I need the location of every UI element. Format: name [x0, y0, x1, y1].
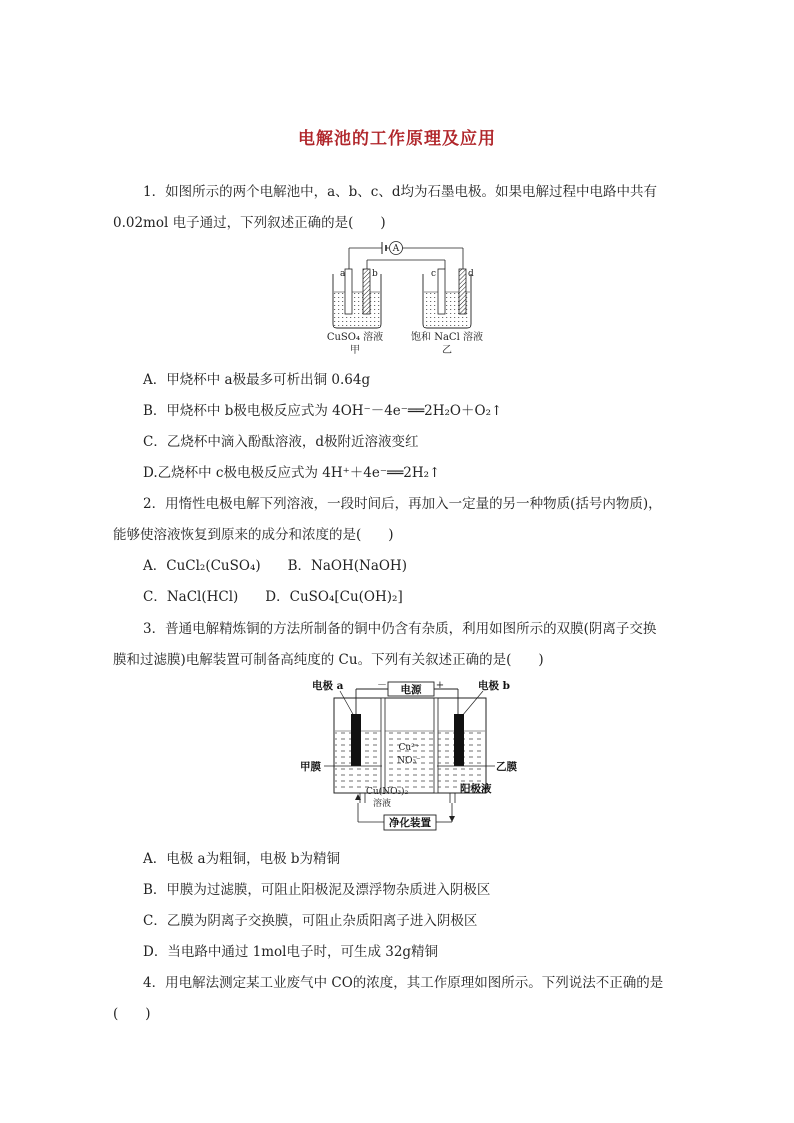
membrane-right-label: 乙膜	[496, 761, 517, 773]
q1-option-b: B．甲烧杯中 b极电极反应式为 4OH⁻－4e⁻══2H₂O＋O₂↑	[143, 403, 503, 419]
electrode-b-label: b	[372, 269, 378, 279]
plus-sign: +	[435, 680, 445, 691]
ammeter-label: A	[392, 244, 400, 254]
electrode-a-label: 电极 a	[312, 680, 344, 692]
inlet-label: Cu(NO₃)₂	[366, 787, 409, 797]
q3-option-c: C．乙膜为阴离子交换膜，可阻止杂质阳离子进入阴极区	[143, 913, 478, 929]
anolyte-label: 阳极液	[460, 783, 492, 795]
q1-stem-line1: 1．如图所示的两个电解池中，a、b、c、d均为石墨电极。如果电解过程中电路中共有	[143, 184, 657, 200]
q2-stem-line1: 2．用惰性电极电解下列溶液，一段时间后，再加入一定量的另一种物质(括号内物质)，	[143, 496, 662, 512]
q4-stem-line1: 4．用电解法测定某工业废气中 CO的浓度，其工作原理如图所示。下列说法不正确的是	[143, 975, 664, 991]
left-cell-name: 甲	[350, 345, 360, 356]
minus-sign: －	[377, 680, 387, 691]
electrode-b-label: 电极 b	[478, 680, 510, 692]
q3-option-b: B．甲膜为过滤膜，可阻止阳极泥及漂浮物杂质进入阴极区	[143, 882, 491, 898]
page-title: 电解池的工作原理及应用	[298, 129, 496, 149]
q2-stem-line2: 能够使溶液恢复到原来的成分和浓度的是( )	[113, 527, 394, 543]
q3-option-a: A．电极 a为粗铜，电极 b为精铜	[143, 851, 341, 867]
power-supply-label: 电源	[400, 684, 422, 696]
q3-stem-line1: 3．普通电解精炼铜的方法所制备的铜中仍含有杂质，利用如图所示的双膜(阴离子交换	[143, 621, 657, 637]
q1-option-d: D.乙烧杯中 c极电极反应式为 4H⁺＋4e⁻══2H₂↑	[143, 465, 441, 481]
right-solution-label: 饱和 NaCl 溶液	[411, 332, 483, 343]
electrolysis-cells-figure	[325, 236, 483, 356]
electrode-a-label: a	[340, 269, 346, 279]
nitrate-ion-label: NO₃⁻	[397, 756, 421, 766]
q3-stem-line2: 膜和过滤膜)电解装置可制备高纯度的 Cu。下列有关叙述正确的是( )	[113, 652, 544, 668]
cu-ion-label: Cu²⁺	[398, 743, 420, 753]
right-cell-name: 乙	[442, 345, 452, 356]
inlet-label-2: 溶液	[373, 799, 392, 809]
electrode-c-label: c	[431, 269, 437, 279]
q3-option-d: D．当电路中通过 1mol电子时，可生成 32g精铜	[143, 944, 439, 960]
q2-options-row2: C．NaCl(HCl) D．CuSO₄[Cu(OH)₂]	[143, 589, 403, 605]
q4-stem-line2: ( )	[113, 1006, 151, 1022]
membrane-left-label: 甲膜	[300, 761, 321, 773]
purifier-label: 净化装置	[389, 817, 431, 829]
q1-stem-line2: 0.02mol 电子通过，下列叙述正确的是( )	[113, 215, 386, 231]
q1-option-a: A．甲烧杯中 a极最多可析出铜 0.64g	[143, 372, 371, 388]
q2-options-row1: A．CuCl₂(CuSO₄) B．NaOH(NaOH)	[143, 558, 407, 574]
electrode-d-label: d	[468, 269, 474, 279]
q1-option-c: C．乙烧杯中滴入酚酞溶液，d极附近溶液变红	[143, 434, 419, 450]
double-membrane-cell-figure	[300, 676, 530, 836]
left-solution-label: CuSO₄ 溶液	[326, 332, 384, 343]
